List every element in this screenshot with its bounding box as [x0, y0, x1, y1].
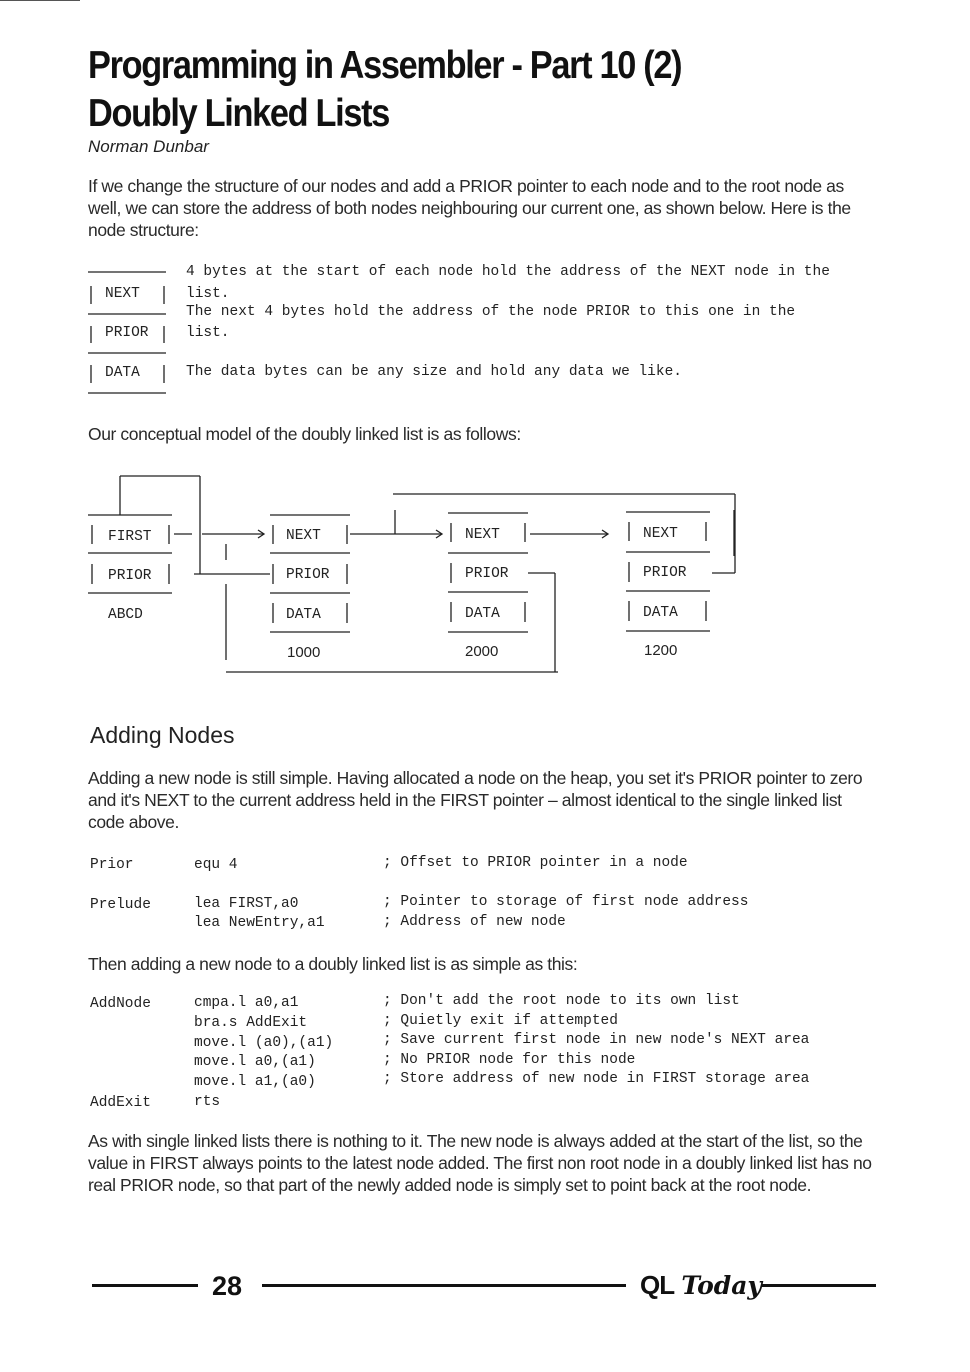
diagram-node3-next: NEXT [643, 526, 678, 542]
code-comment: ; No PRIOR node for this node [383, 1052, 636, 1068]
diagram-root-address: ABCD [108, 607, 143, 623]
footer-rule-left [92, 1284, 198, 1287]
diagram-node3-prior: PRIOR [643, 565, 687, 581]
diagram-node1-prior: PRIOR [286, 567, 330, 583]
diagram-node3-address: 1200 [644, 642, 678, 659]
code-comment: ; Save current first node in new node's NEXT area [383, 1032, 810, 1048]
diagram-node2-data: DATA [465, 606, 500, 622]
section-heading: Adding Nodes [90, 722, 235, 748]
final-paragraph: As with single linked lists there is nothing to it. The new node is always added at the start of the list, so the value in FIRST always points to the latest node added. The first non root node in a doubly linked list has no real PRIOR node, so that part of the newly added node is simply set to point back at the root node. [88, 1131, 872, 1195]
code-comment: ; Pointer to storage of first node address [383, 894, 749, 910]
code-instruction: bra.s AddExit [194, 1015, 308, 1031]
code-label: AddNode [90, 996, 151, 1012]
author-name: Norman Dunbar [88, 137, 209, 156]
code-comment: ; Address of new node [383, 914, 566, 930]
diagram-node2-prior: PRIOR [465, 566, 509, 582]
doubly-linked-list-diagram [80, 460, 760, 700]
code-instruction: rts [194, 1094, 221, 1110]
code-comment: ; Store address of new node in FIRST storage area [383, 1071, 810, 1087]
diagram-root-field-prior: PRIOR [108, 568, 152, 584]
struct-desc-line: list. [186, 286, 230, 302]
code-instruction: move.l a0,(a1) [194, 1054, 316, 1070]
diagram-node1-next: NEXT [286, 528, 321, 544]
logo-prefix: QL [640, 1270, 675, 1300]
code-instruction: lea NewEntry,a1 [194, 915, 325, 931]
code-instruction: move.l (a0),(a1) [194, 1035, 334, 1051]
diagram-node1-address: 1000 [287, 644, 321, 661]
article-subtitle: Doubly Linked Lists [88, 92, 390, 135]
struct-field-prior: PRIOR [105, 325, 149, 341]
page-number: 28 [212, 1271, 243, 1301]
struct-desc-line: list. [186, 325, 230, 341]
struct-field-next: NEXT [105, 286, 140, 302]
diagram-node2-address: 2000 [465, 643, 499, 660]
code-label: Prior [90, 857, 134, 873]
code-comment: ; Quietly exit if attempted [383, 1013, 618, 1029]
article-title: Programming in Assembler - Part 10 (2) [88, 44, 682, 87]
struct-desc-line: The next 4 bytes hold the address of the node PRIOR to this one in the [186, 304, 796, 320]
footer-rule-middle [262, 1284, 626, 1287]
code-instruction: cmpa.l a0,a1 [194, 995, 299, 1011]
logo-script: Today [681, 1271, 762, 1300]
conceptual-intro: Our conceptual model of the doubly linked list is as follows: [88, 424, 521, 444]
diagram-root-field-first: FIRST [108, 529, 152, 545]
diagram-node1-data: DATA [286, 607, 321, 623]
code-instruction: equ 4 [194, 857, 238, 873]
code-comment: ; Don't add the root node to its own list [383, 993, 740, 1009]
intro-paragraph: If we change the structure of our nodes and add a PRIOR pointer to each node and to the root node as well, we can store the address of both nodes neighbouring our current one, as shown below. Here is the node structure: [88, 176, 851, 240]
code-instruction: lea FIRST,a0 [194, 896, 299, 912]
then-paragraph: Then adding a new node to a doubly linked list is as simple as this: [88, 954, 578, 974]
code-instruction: move.l a1,(a0) [194, 1074, 316, 1090]
adding-paragraph: Adding a new node is still simple. Having allocated a node on the heap, you set it's PRIOR pointer to zero and it's NEXT to the current address held in the FIRST pointer – almost identical to the single linked list code above. [88, 768, 863, 832]
diagram-node2-next: NEXT [465, 527, 500, 543]
code-label: AddExit [90, 1095, 151, 1111]
struct-desc-line: The data bytes can be any size and hold any data we like. [186, 364, 682, 380]
code-label: Prelude [90, 897, 151, 913]
code-comment: ; Offset to PRIOR pointer in a node [383, 855, 688, 871]
magazine-logo [640, 1270, 762, 1301]
struct-desc-line: 4 bytes at the start of each node hold the address of the NEXT node in the [186, 264, 830, 280]
top-rule [0, 0, 80, 1]
footer-rule-right [762, 1284, 876, 1287]
diagram-node3-data: DATA [643, 605, 678, 621]
struct-field-data: DATA [105, 365, 140, 381]
